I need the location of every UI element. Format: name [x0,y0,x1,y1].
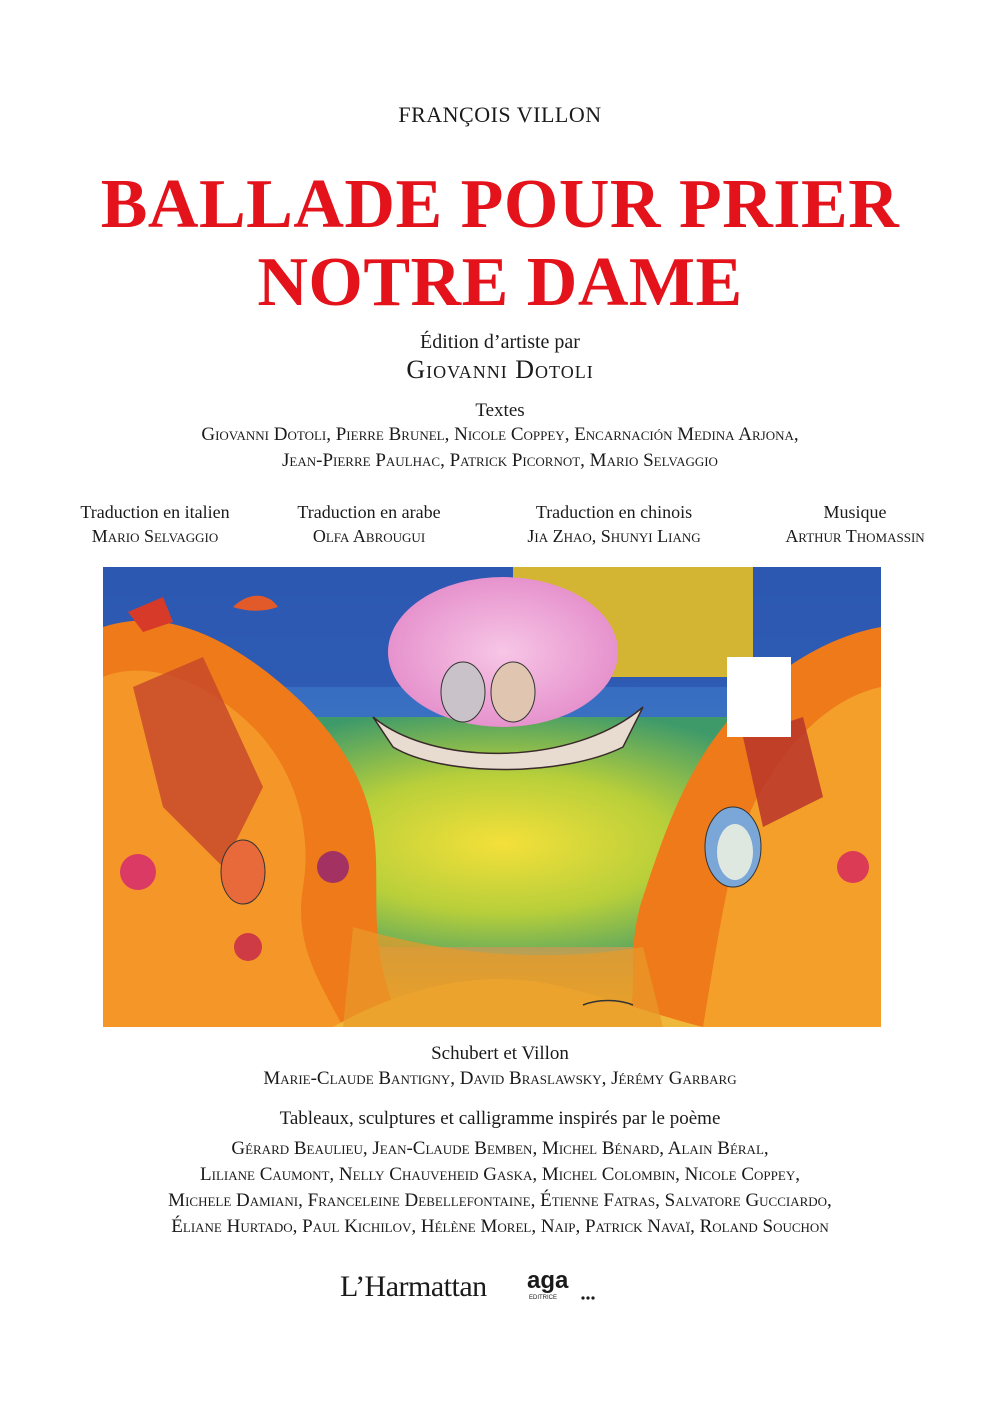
translation-label: Traduction en chinois [535,502,693,522]
book-title [0,166,1000,322]
title-line-2: NOTRE DAME [257,244,743,321]
schubert-label: Schubert et Villon [431,1043,569,1064]
translation-label: Traduction en arabe [297,502,441,522]
aga-logo-sub: EDITRICE [529,1295,558,1301]
aga-logo-letters: aga [527,1268,569,1294]
translation-arabic [254,500,484,548]
artists-line-4: Éliane Hurtado, Paul Kichilov, Hélène Morel, Naip, Patrick Navaï, Roland Souchon [171,1216,829,1237]
translation-italian [40,500,270,548]
harmattan-logo-text: L’Harmattan [340,1270,487,1303]
aga-logo [525,1268,605,1308]
title-line-1: BALLADE POUR PRIER [100,166,900,243]
artists-line-3: Michele Damiani, Franceleine Debellefontaine, Étienne Fatras, Salvatore Gucciardo, [168,1190,832,1211]
translation-chinese [484,500,744,548]
schubert-performers: Marie-Claude Bantigny, David Braslawsky, Jérémy Garbarg [263,1068,737,1089]
music-label: Musique [823,502,887,522]
texts-label: Textes [475,400,525,421]
music-credit [750,500,960,548]
translator-names: Jia Zhao, Shunyi Liang [527,526,701,546]
translator-names: Mario Selvaggio [91,526,219,546]
cover-painting [103,567,881,1027]
translator-names: Olfa Abrougui [312,526,426,546]
edition-label: Édition d’artiste par [420,331,580,353]
composer-name: Arthur Thomassin [785,526,925,546]
texts-authors-line-2: Jean-Pierre Paulhac, Patrick Picornot, Mario Selvaggio [282,450,718,471]
artists-line-2: Liliane Caumont, Nelly Chauveheid Gaska, Michel Colombin, Nicole Coppey, [200,1164,800,1185]
translation-label: Traduction en italien [80,502,230,522]
translations-row [40,500,960,550]
author-name: FRANÇOIS VILLON [398,102,602,127]
painting-illustration [103,567,881,1027]
edition-editor-name: Giovanni Dotoli [406,355,594,384]
aga-logo-mark [525,1268,605,1308]
artists-line-1: Gérard Beaulieu, Jean-Claude Bemben, Michel Bénard, Alain Béral, [231,1138,769,1159]
harmattan-logo [340,1262,490,1312]
texts-authors-line-1: Giovanni Dotoli, Pierre Brunel, Nicole Coppey, Encarnación Medina Arjona, [201,424,799,445]
tableaux-label: Tableaux, sculptures et calligramme inspirés par le poème [279,1108,721,1129]
